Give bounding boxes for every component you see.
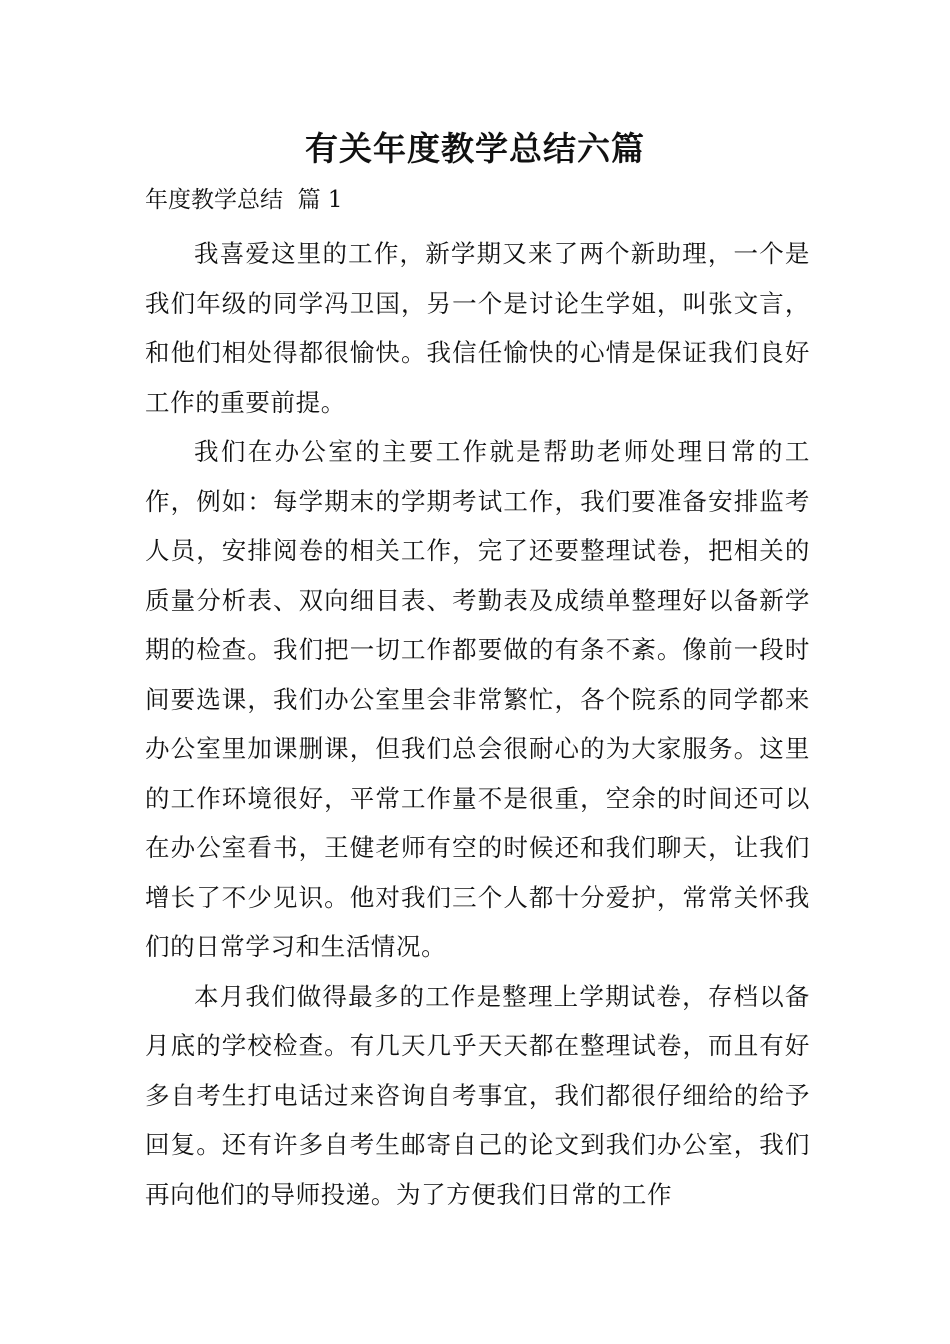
body-paragraph: 我们在办公室的主要工作就是帮助老师处理日常的工作，例如：每学期末的学期考试工作，我们要准备安排监考人员，安排阅卷的相关工作，完了还要整理试卷，把相关的质量分析表、双向细目表、考勤表及成绩单整理好以备新学期的检查。我们把一切工作都要做的有条不紊。像前一段时间要选课，我们办公室里会非常繁忙，各个院系的同学都来办公室里加课删课，但我们总会很耐心的为大家服务。这里的工作环境很好，平常工作量不是很重，空余的时间还可以在办公室看书，王健老师有空的时候还和我们聊天，让我们增长了不少见识。他对我们三个人都十分爱护，常常关怀我们的日常学习和生活情况。 (145, 437, 810, 961)
document-body (145, 229, 810, 1219)
body-paragraph: 我喜爱这里的工作，新学期又来了两个新助理，一个是我们年级的同学冯卫国，另一个是讨论生学姐，叫张文言，和他们相处得都很愉快。我信任愉快的心情是保证我们良好工作的重要前提。 (145, 239, 810, 417)
document-title: 有关年度教学总结六篇 (305, 129, 645, 168)
section-heading: 年度教学总结 篇 1 (145, 187, 343, 213)
body-paragraph: 本月我们做得最多的工作是整理上学期试卷，存档以备月底的学校检查。有几天几乎天天都在整理试卷，而且有好多自考生打电话过来咨询自考事宜，我们都很仔细给的给予回复。还有许多自考生邮寄自己的论文到我们办公室，我们再向他们的导师投递。为了方便我们日常的工作 (145, 981, 810, 1209)
